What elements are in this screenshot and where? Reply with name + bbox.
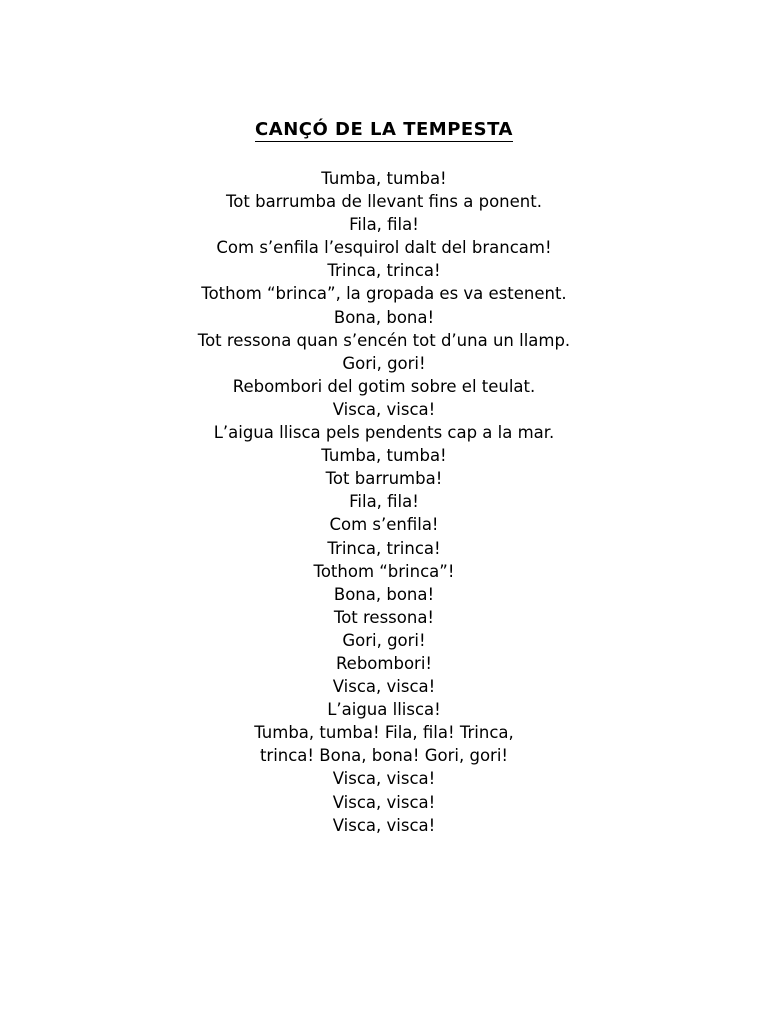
- lyric-line: Tot barrumba de llevant fins a ponent.: [226, 192, 542, 212]
- lyric-line: L’aigua llisca!: [327, 700, 441, 720]
- lyric-line: Trinca, trinca!: [327, 538, 441, 558]
- lyric-line: Tothom “brinca”!: [313, 561, 455, 581]
- song-title: [0, 118, 768, 142]
- lyric-line: Rebombori del gotim sobre el teulat.: [232, 376, 536, 396]
- lyric-line: Tothom “brinca”, la gropada es va estenent.: [201, 284, 567, 304]
- lyric-line: Com s’enfila l’esquirol dalt del brancam!: [216, 238, 552, 258]
- lyric-line: Tot ressona quan s’encén tot d’una un llamp.: [197, 330, 571, 350]
- lyric-line: Gori, gori!: [342, 353, 426, 373]
- lyric-line: Bona, bona!: [333, 584, 435, 604]
- lyric-line: Fila, fila!: [349, 492, 419, 512]
- lyric-line: trinca! Bona, bona! Gori, gori!: [259, 746, 509, 766]
- lyric-line: L’aigua llisca pels pendents cap a la mar.: [213, 423, 555, 443]
- lyric-line: Trinca, trinca!: [327, 261, 441, 281]
- lyric-line: Tot barrumba!: [325, 469, 443, 489]
- lyric-line: Tumba, tumba!: [321, 169, 447, 188]
- lyric-line: Visca, visca!: [332, 792, 436, 812]
- song-title-text: CANÇÓ DE LA TEMPESTA: [255, 119, 513, 140]
- lyric-line: Visca, visca!: [332, 769, 436, 789]
- lyric-line: Rebombori!: [335, 653, 433, 673]
- lyric-line: Tumba, tumba! Fila, fila! Trinca,: [254, 723, 514, 743]
- lyric-line: Visca, visca!: [332, 399, 436, 419]
- lyric-line: Visca, visca!: [332, 677, 436, 697]
- lyric-line: Visca, visca!: [332, 815, 436, 835]
- lyric-line: Bona, bona!: [333, 307, 435, 327]
- lyric-line: Fila, fila!: [349, 215, 419, 235]
- lyric-line: Gori, gori!: [342, 630, 426, 650]
- lyric-line: Com s’enfila!: [329, 515, 439, 535]
- lyric-line: Tumba, tumba!: [321, 446, 447, 466]
- lyric-line: Tot ressona!: [333, 607, 435, 627]
- lyrics-list: [0, 167, 768, 837]
